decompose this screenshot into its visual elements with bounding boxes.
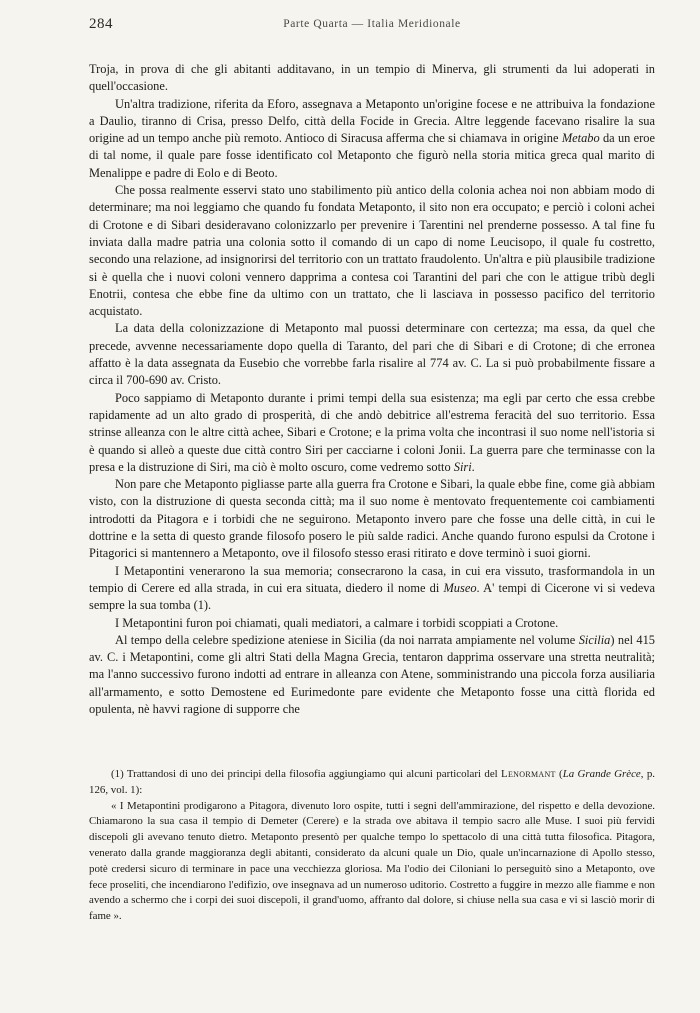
text-run: ( xyxy=(555,768,563,780)
text-run: Al tempo della celebre spedizione ateniese in Sicilia (da noi narrata ampiamente nel volume xyxy=(115,632,579,647)
paragraph-8 xyxy=(89,615,655,632)
paragraph-1 xyxy=(89,61,655,96)
text-run: Che possa realmente esservi stato uno stabilimento più antico della colonia achea noi non abbiam modo di determinare; ma noi leggiamo che quando fu fondata Metaponto, il sito non era occupato; e perciò i coloni achei di Crotone e di Sibari desideravano colonizzarlo per prevenire i Tarentini nel prenderne possesso. A tal fine fu inviata dalla madre patria una colonia sotto il comando di un capo di nome Leucisopo, il quale fu costretto, secondo una relazione, ad insignorirsi del territorio con un trattato fraudolento. Un'altra e più plausibile tradizione si è quella che i nuovi coloni vennero dapprima a contesa coi Tarantini del pari che con le attigue tribù degli Enotrii, contesa che ebbe fine da ultimo con un trattato, che li lasciava in possesso pacifico del territorio acquistato. xyxy=(89,183,655,319)
text-run: Non pare che Metaponto pigliasse parte alla guerra fra Crotone e Sibari, la quale ebbe fine, come già abbiam visto, con la distruzione di questa seconda città; ma il suo nome è mentovato frequentemente coi cambiamenti introdotti da Pitagora e i torbidi che ne seguirono. Metaponto invero pare che fosse una delle città, in cui le dottrine e la setta di questo grande filosofo posero le più salde radici. Anche quando furono espulsi da Crotone i Pitagorici si mantennero a Metaponto, ove il filosofo stesso erasi ritirato e dove terminò i suoi giorni. xyxy=(89,477,655,561)
text-run: Un'altra tradizione, riferita da Eforo, assegnava a Metaponto un'origine focese e ne attribuiva la fondazione a Daulio, tiranno di Crisa, presso Delfo, città della Focide in Grecia. Altre leggende facevano risalire la sua origine ad un tempo anche più remoto. Antioco di Siracusa afferma che si chiamava in origine xyxy=(89,96,655,146)
text-run: (1) Trattandosi di uno dei principi della filosofia aggiungiamo qui alcuni particolari del xyxy=(111,768,502,780)
paragraph-5 xyxy=(89,390,655,476)
footnotes xyxy=(89,767,655,925)
text-run: . xyxy=(471,459,475,474)
text-run: I Metapontini venerarono la sua memoria; consecrarono la casa, in cui era vissuto, trasformandola in un tempio di Cerere ed alla strada, in cui era situata, diedero il nome di xyxy=(89,563,655,595)
italic-term: Sicilia xyxy=(578,632,611,647)
text-run: da un eroe di tal nome, il quale pare fosse identificato col Metaponto che figurò nella storia mitica greca qual marito di Menalippe e padre di Eolo e di Beoto. xyxy=(89,131,656,180)
paragraph-6 xyxy=(89,476,655,562)
paragraph-2 xyxy=(89,96,655,182)
footnote-1 xyxy=(89,767,655,799)
italic-term: La Grande Grèce xyxy=(562,768,641,780)
running-title: Parte Quarta — Italia Meridionale xyxy=(283,18,461,30)
italic-term: Siri xyxy=(453,459,472,474)
author-name: Lenormant xyxy=(501,768,556,780)
paragraph-4 xyxy=(89,320,655,389)
page-number: 284 xyxy=(89,16,113,32)
text-run: Poco sappiamo di Metaponto durante i primi tempi della sua esistenza; ma egli par certo che essa crebbe rapidamente ad un alto grado di prosperità, di che andò debitrice all'estrema feracità del suo territorio. Essa strinse alleanza con le altre città achee, Sibari e Crotone; e la prima volta che incontrasi il suo nome nell'istoria si è quando si alleò a queste due città contro Siri per cacciarne i coloni Jonii. La guerra pare che terminasse con la presa e la distruzione di Siri, ma ciò è molto oscuro, come vedremo sotto xyxy=(89,390,655,474)
paragraph-9 xyxy=(89,632,655,718)
text-run: « I Metapontini prodigarono a Pitagora, divenuto loro ospite, tutti i segni dell'ammirazione, del rispetto e della devozione. Chiamarono la sua casa il tempio di Demeter (Cerere) e la strada ove abitava il tempio sacro alle Muse. I suoi più fervidi discepoli gli avevano tenuto dietro. Metaponto presentò per qualche tempo lo spettacolo di una città tutta filosofica. Pitagora, venerato dalla grande maggioranza degli abitanti, considerato da alcuni quale un Dio, quale un'incarnazione di Apollo stesso, potè credersi sicuro di terminare in pace una vecchiezza gloriosa. Ma l'odio dei Ciloniani lo perseguitò sino a Metaponto, ove fece proseliti, che incendiarono l'edifizio, ove insegnava ad un numeroso uditorio. Costretto a fuggire in mezzo alle fiamme e non avendo a schermo che i corpi dei suoi discepoli, il grand'uomo, affranto dal dolore, si chiuse nella sua casa e vi si lasciò morir di fame ». xyxy=(89,799,655,923)
paragraph-3 xyxy=(89,182,655,320)
running-head xyxy=(89,16,655,36)
italic-term: Museo xyxy=(443,580,477,595)
italic-term: Metabo xyxy=(561,131,600,146)
text-run: La data della colonizzazione di Metaponto mal puossi determinare con certezza; ma essa, da quel che precede, avvenne necessariamente dopo quella di Taranto, del pari che di Sibari e di Crotone; di che erronea affatto è la data assegnata da Eusebio che vorrebbe farla risalire al 774 av. C. La si può probabilmente fissare a circa il 700-690 av. Cristo. xyxy=(89,321,655,388)
main-text xyxy=(89,61,655,718)
text-run: . A' tempi di Cicerone vi si vedeva sempre la sua tomba (1). xyxy=(89,580,655,613)
text-run: , p. 126, vol. 1): xyxy=(89,768,655,796)
text-run: I Metapontini furon poi chiamati, quali mediatori, a calmare i torbidi scoppiati a Crotone. xyxy=(115,615,559,630)
text-run: Troja, in prova di che gli abitanti additavano, in un tempio di Minerva, gli strumenti da lui adoperati in quell'occasione. xyxy=(89,62,655,94)
text-run: ) nel 415 av. C. i Metapontini, come gli altri Stati della Magna Grecia, tentaron dapprima osservare una stretta neutralità; ma l'anno successivo furono indotti ad entrare in alleanza con Atene, somministrando una piccola forza ausiliaria all'armamento, e sotto Demostene ed Eurimedonte pare evidente che Metaponto fosse una città florida ed opulenta, nè havvi ragione di supporre che xyxy=(89,632,655,716)
paragraph-7 xyxy=(89,563,655,615)
footnote-2 xyxy=(89,799,655,925)
